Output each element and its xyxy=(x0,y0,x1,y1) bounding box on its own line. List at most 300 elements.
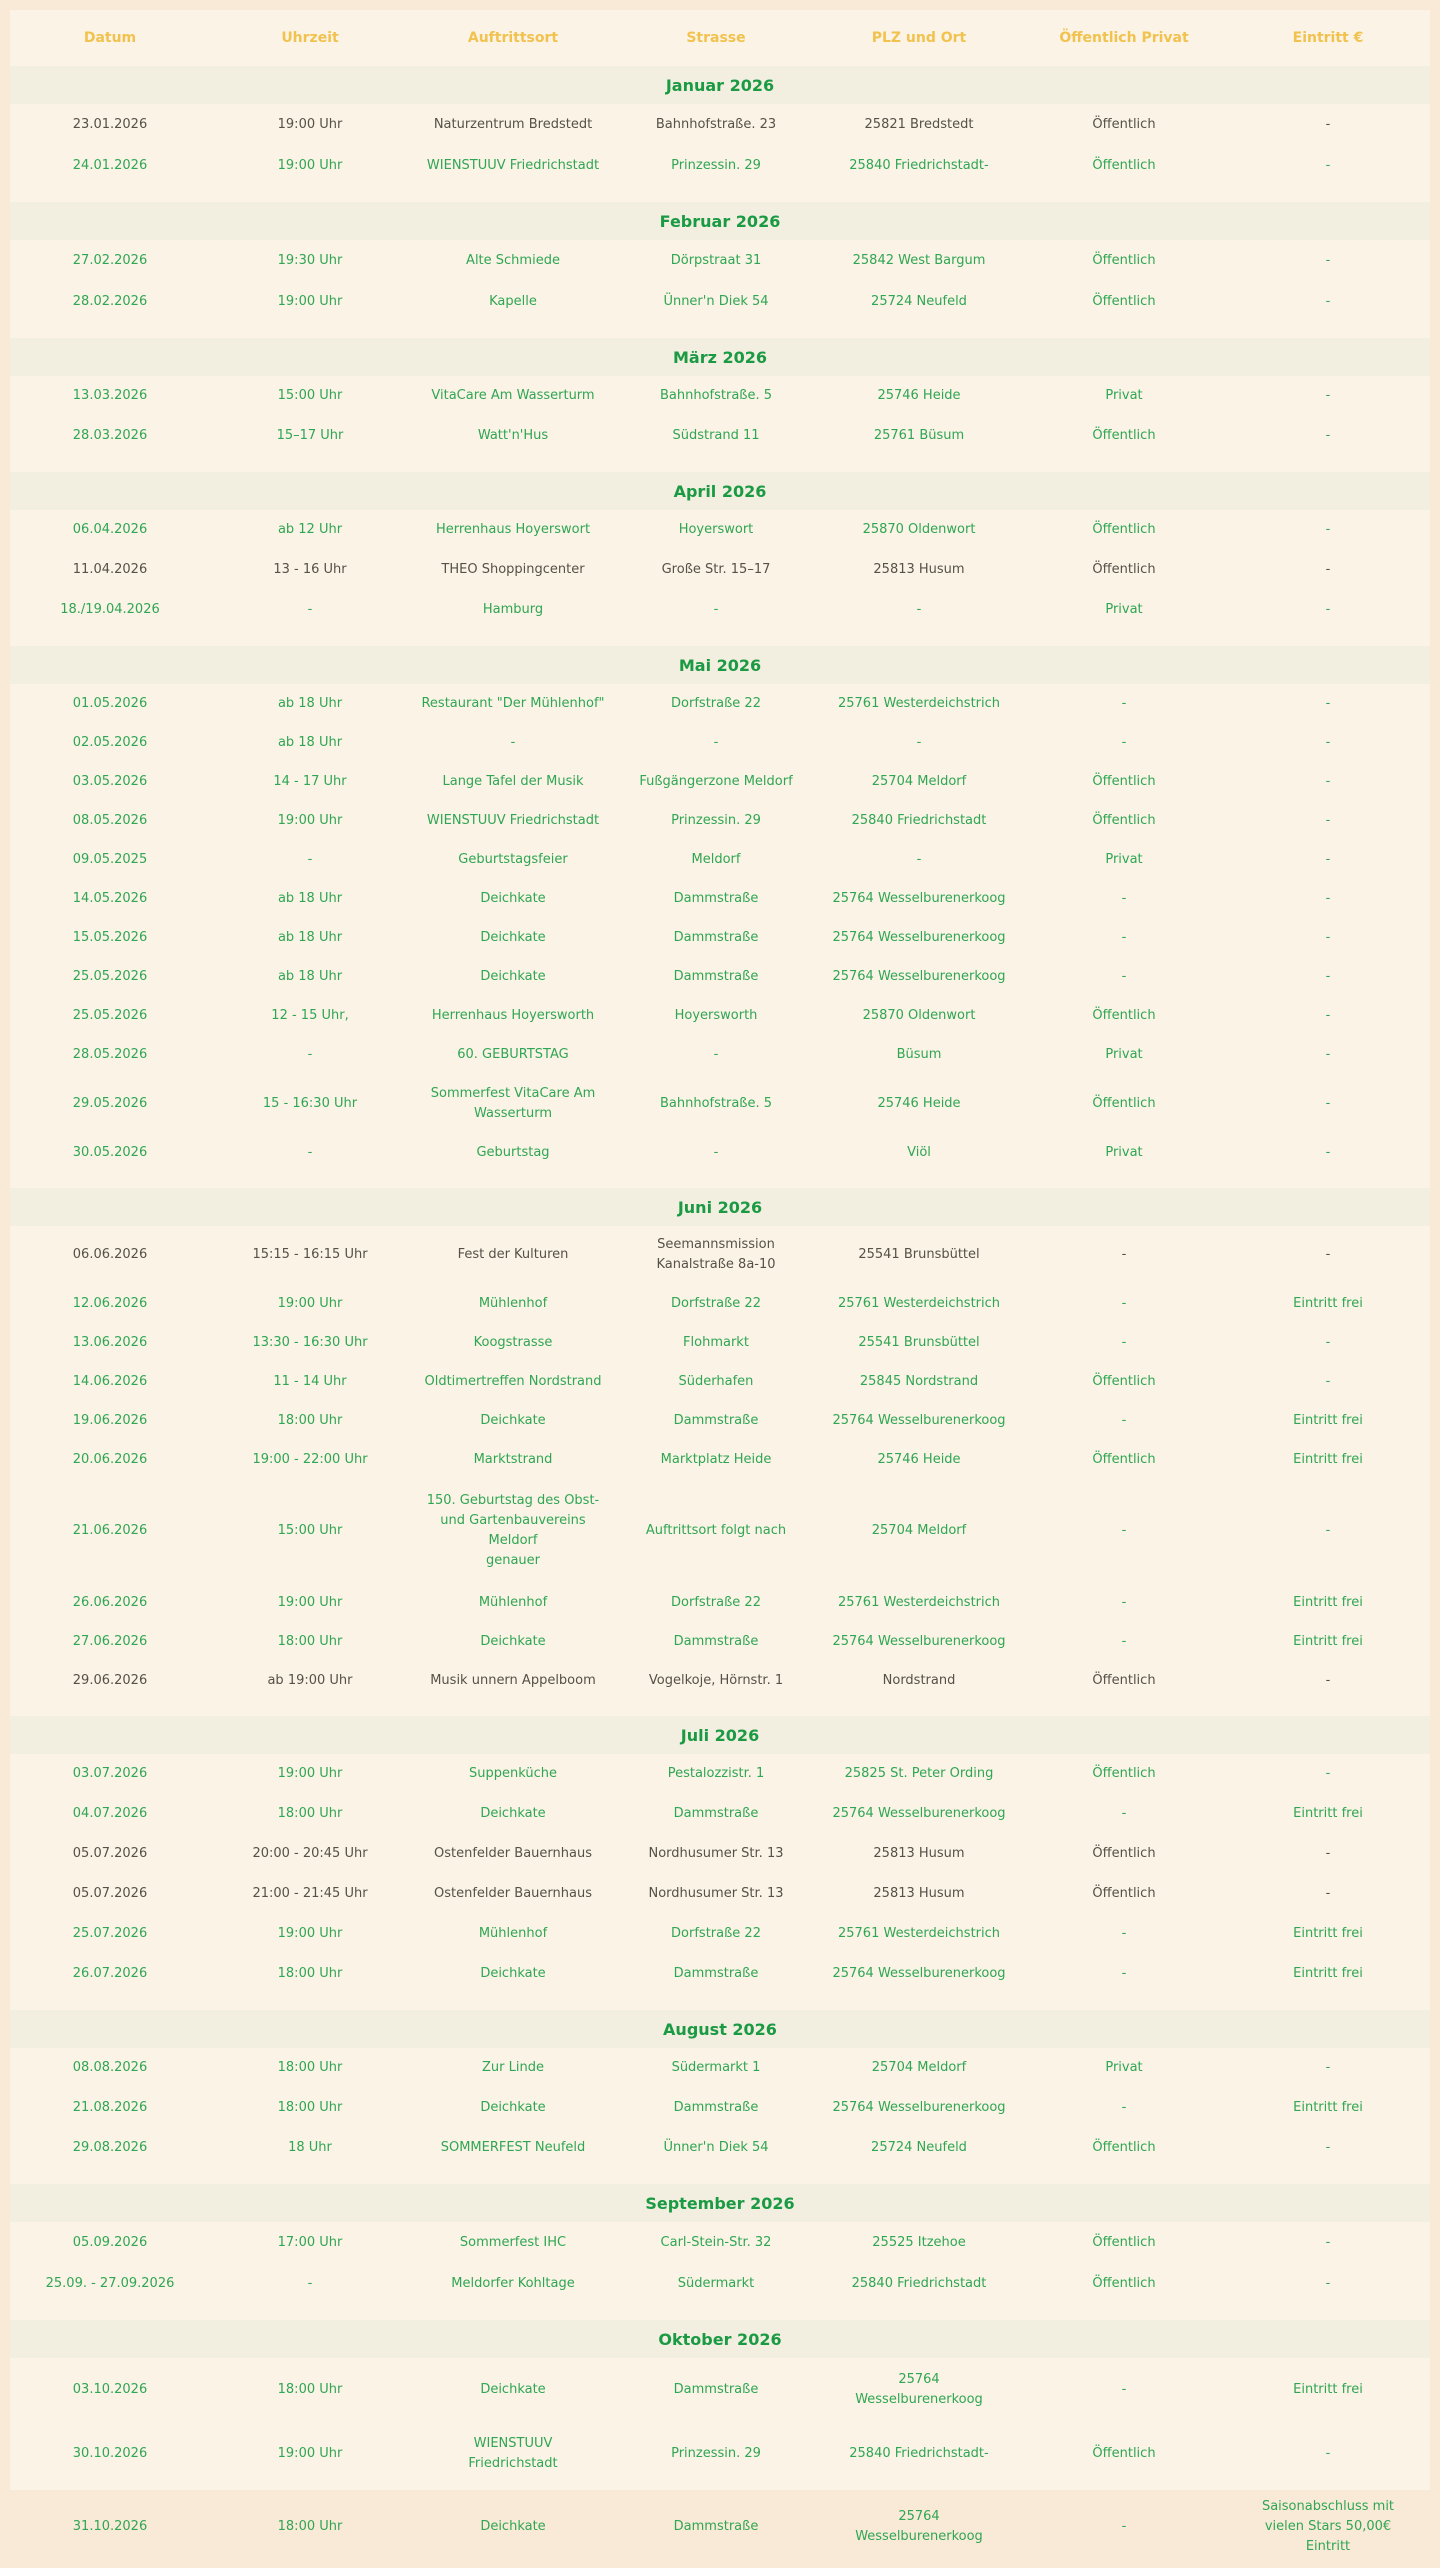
cell-datum: 21.08.2026 xyxy=(72,2100,148,2115)
cell-oeffentlich-privat: - xyxy=(1121,1523,1127,1538)
cell-eintritt: - xyxy=(1325,2275,1331,2291)
cell-uhrzeit: 13 - 16 Uhr xyxy=(273,562,347,577)
cell-plz-ort: 25761 Büsum xyxy=(873,428,965,443)
cell-datum: 14.05.2026 xyxy=(72,890,148,906)
cell-auftrittsort: Geburtstagsfeier xyxy=(458,851,568,867)
cell-oeffentlich-privat: Öffentlich xyxy=(1092,1007,1156,1023)
cell-uhrzeit: 18:00 Uhr xyxy=(277,2100,343,2115)
cell-plz-ort: 25840 Friedrichstadt- xyxy=(849,2446,989,2461)
cell-plz-ort: 25541 Brunsbüttel xyxy=(858,1247,980,1262)
cell-datum: 30.05.2026 xyxy=(72,1145,148,1160)
cell-plz-ort: 25764 Wesselburenerkoog xyxy=(832,929,1006,945)
cell-oeffentlich-privat: Öffentlich xyxy=(1092,1451,1156,1467)
header-plz-ort: PLZ und Ort xyxy=(871,30,967,46)
cell-plz-ort: 25840 Friedrichstadt- xyxy=(849,157,989,173)
cell-plz-ort: 25825 St. Peter Ording xyxy=(844,1766,994,1781)
cell-auftrittsort: - xyxy=(510,734,516,750)
cell-plz-ort: 25761 Westerdeichstrich xyxy=(837,695,1001,711)
cell-plz-ort: 25764 Wesselburenerkoog xyxy=(832,890,1006,906)
cell-strasse: Auftrittsort folgt nach xyxy=(645,1523,787,1538)
cell-uhrzeit: 19:00 Uhr xyxy=(277,812,343,828)
cell-auftrittsort: Geburtstag xyxy=(476,1145,550,1160)
cell-strasse: Bahnhofstraße. 23 xyxy=(655,116,777,132)
cell-datum: 20.06.2026 xyxy=(72,1451,148,1467)
cell-strasse: - xyxy=(713,1046,719,1062)
table-row xyxy=(10,1914,1430,1954)
cell-eintritt: - xyxy=(1325,116,1331,132)
cell-plz-ort: 25764 Wesselburenerkoog xyxy=(855,2509,983,2544)
cell-strasse: Dörpstraat 31 xyxy=(670,252,762,268)
cell-strasse: Prinzessin. 29 xyxy=(671,2446,761,2461)
cell-strasse: Flohmarkt xyxy=(683,1334,749,1350)
cell-uhrzeit: 18:00 Uhr xyxy=(277,1806,343,1821)
table-row xyxy=(10,281,1430,322)
cell-datum: 31.10.2026 xyxy=(72,2519,148,2534)
table-row xyxy=(10,590,1430,630)
cell-eintritt: - xyxy=(1325,252,1331,268)
table-row xyxy=(10,1661,1430,1700)
cell-strasse: - xyxy=(713,1145,719,1160)
cell-oeffentlich-privat: Öffentlich xyxy=(1092,2234,1156,2250)
cell-auftrittsort: WIENSTUUV Friedrichstadt xyxy=(426,157,600,173)
cell-uhrzeit: 18:00 Uhr xyxy=(277,1412,343,1428)
cell-auftrittsort: Meldorfer Kohltage xyxy=(451,2275,575,2291)
table-row xyxy=(10,1794,1430,1834)
cell-auftrittsort: Sommerfest IHC xyxy=(459,2234,567,2250)
cell-eintritt: - xyxy=(1325,1373,1331,1389)
cell-plz-ort: 25821 Bredstedt xyxy=(864,116,974,132)
table-row xyxy=(10,1622,1430,1661)
month-header: Februar 2026 xyxy=(10,202,1430,240)
cell-datum: 05.09.2026 xyxy=(72,2234,148,2250)
table-row xyxy=(10,996,1430,1035)
cell-eintritt: Eintritt frei xyxy=(1293,2100,1363,2115)
cell-auftrittsort: Zur Linde xyxy=(482,2060,544,2075)
table-row xyxy=(10,918,1430,957)
cell-plz-ort: 25746 Heide xyxy=(877,388,961,403)
cell-eintritt: Saisonabschluss mit vielen Stars 50,00€ Eintritt xyxy=(1261,2499,1395,2554)
cell-eintritt: - xyxy=(1325,1007,1331,1023)
cell-plz-ort: 25704 Meldorf xyxy=(871,773,967,789)
cell-uhrzeit: 15:15 - 16:15 Uhr xyxy=(252,1247,368,1262)
cell-oeffentlich-privat: - xyxy=(1121,1334,1127,1350)
table-body xyxy=(10,66,1430,2568)
cell-eintritt: Eintritt frei xyxy=(1293,1594,1363,1610)
table-header xyxy=(10,10,1430,66)
cell-uhrzeit: 19:00 Uhr xyxy=(277,293,343,309)
table-row xyxy=(10,1834,1430,1874)
cell-strasse: Dammstraße xyxy=(673,2382,759,2397)
cell-datum: 12.06.2026 xyxy=(72,1295,148,1311)
table-row xyxy=(10,801,1430,840)
cell-oeffentlich-privat: Privat xyxy=(1105,1145,1143,1160)
cell-plz-ort: 25764 Wesselburenerkoog xyxy=(832,1966,1006,1981)
cell-strasse: Carl-Stein-Str. 32 xyxy=(660,2234,772,2250)
cell-oeffentlich-privat: Öffentlich xyxy=(1092,428,1156,443)
cell-uhrzeit: ab 18 Uhr xyxy=(277,968,343,984)
table-row xyxy=(10,2263,1430,2304)
cell-auftrittsort: Oldtimertreffen Nordstrand xyxy=(424,1373,602,1389)
cell-plz-ort: 25764 Wesselburenerkoog xyxy=(832,2100,1006,2115)
table-row xyxy=(10,2048,1430,2088)
cell-uhrzeit: 18:00 Uhr xyxy=(277,2382,343,2397)
cell-plz-ort: 25764 Wesselburenerkoog xyxy=(832,1806,1006,1821)
table-row xyxy=(10,957,1430,996)
cell-eintritt: - xyxy=(1325,1247,1331,1262)
cell-strasse: Hoyersworth xyxy=(674,1007,758,1023)
cell-strasse: Dammstraße xyxy=(673,1412,759,1428)
cell-uhrzeit: 19:00 - 22:00 Uhr xyxy=(252,1451,368,1467)
cell-plz-ort: 25813 Husum xyxy=(873,1886,965,1901)
cell-uhrzeit: 17:00 Uhr xyxy=(277,2234,343,2250)
cell-strasse: Prinzessin. 29 xyxy=(671,812,761,828)
cell-auftrittsort: Mühlenhof xyxy=(478,1926,548,1941)
cell-eintritt: Eintritt frei xyxy=(1293,2382,1363,2397)
section-spacer xyxy=(10,2304,1430,2320)
cell-oeffentlich-privat: Öffentlich xyxy=(1092,252,1156,268)
cell-oeffentlich-privat: Privat xyxy=(1105,851,1143,867)
cell-datum: 25.05.2026 xyxy=(72,968,148,984)
cell-plz-ort: 25764 Wesselburenerkoog xyxy=(832,1633,1006,1649)
section-spacer xyxy=(10,186,1430,202)
cell-datum: 29.05.2026 xyxy=(72,1096,148,1111)
cell-plz-ort: 25764 Wesselburenerkoog xyxy=(832,1412,1006,1428)
cell-datum: 21.06.2026 xyxy=(72,1523,148,1538)
cell-strasse: Bahnhofstraße. 5 xyxy=(659,388,773,403)
section-spacer xyxy=(10,2168,1430,2184)
cell-strasse: Große Str. 15–17 xyxy=(661,562,771,577)
cell-strasse: Südermarkt 1 xyxy=(671,2060,761,2075)
cell-strasse: Ünner'n Diek 54 xyxy=(663,293,769,309)
cell-datum: 26.06.2026 xyxy=(72,1594,148,1610)
cell-datum: 28.03.2026 xyxy=(72,428,148,443)
cell-auftrittsort: Suppenküche xyxy=(469,1766,557,1781)
cell-strasse: Dorfstraße 22 xyxy=(671,1594,761,1610)
cell-oeffentlich-privat: Öffentlich xyxy=(1092,1846,1156,1861)
cell-eintritt: Eintritt frei xyxy=(1293,1412,1363,1428)
cell-uhrzeit: - xyxy=(307,851,313,867)
cell-uhrzeit: - xyxy=(307,2275,313,2291)
cell-plz-ort: 25746 Heide xyxy=(877,1096,961,1111)
cell-plz-ort: 25525 Itzehoe xyxy=(872,2234,966,2250)
table-row xyxy=(10,1284,1430,1323)
month-header: März 2026 xyxy=(10,338,1430,376)
cell-strasse: Südstrand 11 xyxy=(672,428,760,443)
cell-auftrittsort: Deichkate xyxy=(480,890,546,906)
cell-plz-ort: 25724 Neufeld xyxy=(871,293,967,309)
cell-oeffentlich-privat: Öffentlich xyxy=(1092,562,1156,577)
cell-strasse: Dorfstraße 22 xyxy=(671,1295,761,1311)
cell-oeffentlich-privat: Öffentlich xyxy=(1092,773,1156,789)
table-row xyxy=(10,2222,1430,2263)
cell-oeffentlich-privat: Öffentlich xyxy=(1092,1672,1156,1688)
cell-plz-ort: 25761 Westerdeichstrich xyxy=(837,1594,1001,1610)
cell-eintritt: - xyxy=(1325,602,1331,617)
cell-plz-ort: 25761 Westerdeichstrich xyxy=(837,1926,1001,1941)
events-page xyxy=(10,10,1430,2554)
cell-uhrzeit: 18:00 Uhr xyxy=(277,1966,343,1981)
cell-datum: 04.07.2026 xyxy=(72,1806,148,1821)
cell-oeffentlich-privat: Öffentlich xyxy=(1092,116,1156,132)
cell-eintritt: - xyxy=(1325,734,1331,750)
table-row xyxy=(10,2088,1430,2128)
cell-auftrittsort: Deichkate xyxy=(480,968,546,984)
table-row xyxy=(10,2486,1430,2568)
cell-datum: 08.05.2026 xyxy=(72,812,148,828)
table-row xyxy=(10,1074,1430,1134)
cell-auftrittsort: Deichkate xyxy=(480,2382,546,2397)
month-header: Mai 2026 xyxy=(10,646,1430,684)
cell-strasse: Dammstraße xyxy=(673,2519,759,2534)
cell-datum: 13.03.2026 xyxy=(72,388,148,403)
cell-plz-ort: 25840 Friedrichstadt xyxy=(851,2275,987,2291)
cell-eintritt: - xyxy=(1325,1886,1331,1901)
cell-oeffentlich-privat: Öffentlich xyxy=(1092,1096,1156,1111)
cell-datum: 26.07.2026 xyxy=(72,1966,148,1981)
cell-datum: 29.06.2026 xyxy=(72,1672,148,1688)
cell-uhrzeit: 19:30 Uhr xyxy=(277,252,343,268)
cell-eintritt: - xyxy=(1325,2060,1331,2075)
cell-eintritt: - xyxy=(1325,1046,1331,1062)
cell-auftrittsort: Hamburg xyxy=(482,602,544,617)
cell-oeffentlich-privat: Öffentlich xyxy=(1092,1766,1156,1781)
cell-eintritt: - xyxy=(1325,1766,1331,1781)
cell-auftrittsort: Koogstrasse xyxy=(473,1334,553,1350)
cell-oeffentlich-privat: Öffentlich xyxy=(1092,157,1156,173)
cell-plz-ort: 25761 Westerdeichstrich xyxy=(837,1295,1001,1311)
cell-auftrittsort: Deichkate xyxy=(480,1966,546,1981)
cell-uhrzeit: 19:00 Uhr xyxy=(277,1766,343,1781)
cell-uhrzeit: 18:00 Uhr xyxy=(277,2519,343,2534)
cell-eintritt: Eintritt frei xyxy=(1293,1926,1363,1941)
cell-auftrittsort: 150. Geburtstag des Obst- und Gartenbauvereins Meldorf genauer xyxy=(426,1493,600,1568)
cell-plz-ort: 25746 Heide xyxy=(877,1451,961,1467)
cell-auftrittsort: WIENSTUUV Friedrichstadt xyxy=(468,2436,558,2471)
cell-eintritt: - xyxy=(1325,968,1331,984)
table-row xyxy=(10,1440,1430,1479)
cell-eintritt: - xyxy=(1325,773,1331,789)
cell-datum: 03.07.2026 xyxy=(72,1766,148,1781)
section-spacer xyxy=(10,630,1430,646)
cell-auftrittsort: Deichkate xyxy=(480,1806,546,1821)
cell-eintritt: - xyxy=(1325,293,1331,309)
cell-datum: 30.10.2026 xyxy=(72,2446,148,2461)
cell-datum: 11.04.2026 xyxy=(72,562,148,577)
cell-strasse: Dammstraße xyxy=(673,1806,759,1821)
cell-eintritt: - xyxy=(1325,890,1331,906)
cell-oeffentlich-privat: - xyxy=(1121,1966,1127,1981)
cell-datum: 14.06.2026 xyxy=(72,1373,148,1389)
table-row xyxy=(10,510,1430,550)
table-row xyxy=(10,2422,1430,2486)
cell-plz-ort: 25840 Friedrichstadt xyxy=(851,812,987,828)
table-row xyxy=(10,1226,1430,1284)
cell-datum: 13.06.2026 xyxy=(72,1334,148,1350)
cell-uhrzeit: 19:00 Uhr xyxy=(277,1926,343,1941)
cell-oeffentlich-privat: - xyxy=(1121,1926,1127,1941)
header-auftrittsort: Auftrittsort xyxy=(467,30,559,46)
cell-auftrittsort: Mühlenhof xyxy=(478,1295,548,1311)
cell-uhrzeit: 15–17 Uhr xyxy=(276,428,344,443)
cell-strasse: Dammstraße xyxy=(673,1633,759,1649)
cell-oeffentlich-privat: Öffentlich xyxy=(1092,2140,1156,2155)
section-spacer xyxy=(10,322,1430,338)
cell-oeffentlich-privat: Privat xyxy=(1105,1046,1143,1062)
cell-strasse: Pestalozzistr. 1 xyxy=(667,1766,765,1781)
header-strasse: Strasse xyxy=(686,30,746,46)
header-oeffentlich-privat: Öffentlich Privat xyxy=(1059,30,1189,46)
cell-uhrzeit: 11 - 14 Uhr xyxy=(273,1373,347,1389)
month-header: September 2026 xyxy=(10,2184,1430,2222)
cell-datum: 24.01.2026 xyxy=(72,157,148,173)
cell-oeffentlich-privat: - xyxy=(1121,1295,1127,1311)
cell-oeffentlich-privat: Öffentlich xyxy=(1092,522,1156,537)
cell-auftrittsort: Kapelle xyxy=(489,293,537,309)
table-row xyxy=(10,762,1430,801)
cell-auftrittsort: Herrenhaus Hoyerswort xyxy=(435,522,591,537)
cell-auftrittsort: VitaCare Am Wasserturm xyxy=(431,388,595,403)
cell-strasse: Dammstraße xyxy=(673,968,759,984)
table-row xyxy=(10,1323,1430,1362)
cell-strasse: Dammstraße xyxy=(673,929,759,945)
cell-eintritt: - xyxy=(1325,522,1331,537)
table-row xyxy=(10,1035,1430,1074)
cell-strasse: Dammstraße xyxy=(673,2100,759,2115)
cell-datum: 29.08.2026 xyxy=(72,2140,148,2155)
cell-auftrittsort: WIENSTUUV Friedrichstadt xyxy=(426,812,600,828)
cell-auftrittsort: Deichkate xyxy=(480,2519,546,2534)
table-row xyxy=(10,1479,1430,1583)
cell-plz-ort: Büsum xyxy=(896,1046,942,1062)
cell-eintritt: - xyxy=(1325,1096,1331,1111)
table-row xyxy=(10,376,1430,416)
cell-datum: 25.05.2026 xyxy=(72,1007,148,1023)
cell-auftrittsort: Deichkate xyxy=(480,1633,546,1649)
cell-plz-ort: Nordstrand xyxy=(882,1672,956,1688)
cell-uhrzeit: 18:00 Uhr xyxy=(277,1633,343,1649)
cell-datum: 19.06.2026 xyxy=(72,1412,148,1428)
cell-uhrzeit: - xyxy=(307,1145,313,1160)
cell-auftrittsort: Naturzentrum Bredstedt xyxy=(433,116,593,132)
cell-oeffentlich-privat: Öffentlich xyxy=(1092,293,1156,309)
cell-datum: 05.07.2026 xyxy=(72,1846,148,1861)
month-header: April 2026 xyxy=(10,472,1430,510)
cell-plz-ort: 25870 Oldenwort xyxy=(862,1007,976,1023)
cell-oeffentlich-privat: Öffentlich xyxy=(1092,2275,1156,2291)
cell-plz-ort: 25541 Brunsbüttel xyxy=(858,1334,980,1350)
table-row xyxy=(10,1754,1430,1794)
cell-oeffentlich-privat: - xyxy=(1121,1806,1127,1821)
cell-strasse: Vogelkoje, Hörnstr. 1 xyxy=(648,1672,784,1688)
header-uhrzeit: Uhrzeit xyxy=(281,30,339,46)
cell-auftrittsort: Ostenfelder Bauernhaus xyxy=(434,1886,592,1901)
cell-datum: 28.02.2026 xyxy=(72,293,148,309)
cell-strasse: Seemannsmission Kanalstraße 8a-10 xyxy=(656,1237,776,1272)
cell-auftrittsort: Herrenhaus Hoyersworth xyxy=(431,1007,595,1023)
table-row xyxy=(10,2128,1430,2168)
cell-plz-ort: 25813 Husum xyxy=(873,562,965,577)
table-row xyxy=(10,684,1430,723)
cell-uhrzeit: 12 - 15 Uhr, xyxy=(271,1007,349,1023)
cell-strasse: - xyxy=(713,734,719,750)
header-datum: Datum xyxy=(83,30,137,46)
cell-auftrittsort: Deichkate xyxy=(480,929,546,945)
cell-eintritt: - xyxy=(1325,851,1331,867)
cell-auftrittsort: Lange Tafel der Musik xyxy=(442,773,584,789)
table-row xyxy=(10,2358,1430,2422)
cell-datum: 02.05.2026 xyxy=(72,734,148,750)
cell-uhrzeit: 19:00 Uhr xyxy=(277,2446,343,2461)
cell-eintritt: - xyxy=(1325,1523,1331,1538)
cell-auftrittsort: Musik unnern Appelboom xyxy=(430,1672,596,1688)
cell-plz-ort: - xyxy=(916,851,922,867)
table-row xyxy=(10,1583,1430,1622)
table-row xyxy=(10,550,1430,590)
cell-oeffentlich-privat: - xyxy=(1121,1247,1127,1262)
cell-eintritt: - xyxy=(1325,1846,1331,1861)
cell-plz-ort: 25870 Oldenwort xyxy=(862,522,976,537)
table-row xyxy=(10,240,1430,281)
cell-strasse: Marktplatz Heide xyxy=(660,1451,772,1467)
cell-uhrzeit: ab 18 Uhr xyxy=(277,734,343,750)
cell-auftrittsort: Fest der Kulturen xyxy=(457,1247,569,1262)
cell-eintritt: Eintritt frei xyxy=(1293,1633,1363,1649)
cell-uhrzeit: - xyxy=(307,602,313,617)
cell-auftrittsort: SOMMERFEST Neufeld xyxy=(440,2140,586,2155)
cell-uhrzeit: 15:00 Uhr xyxy=(277,388,343,403)
cell-plz-ort: 25764 Wesselburenerkoog xyxy=(855,2372,983,2407)
cell-auftrittsort: Deichkate xyxy=(480,1412,546,1428)
cell-datum: 15.05.2026 xyxy=(72,929,148,945)
cell-uhrzeit: 13:30 - 16:30 Uhr xyxy=(252,1334,368,1350)
cell-uhrzeit: 18 Uhr xyxy=(288,2140,332,2155)
cell-plz-ort: 25764 Wesselburenerkoog xyxy=(832,968,1006,984)
cell-uhrzeit: ab 12 Uhr xyxy=(277,522,343,537)
cell-plz-ort: 25724 Neufeld xyxy=(871,2140,967,2155)
cell-oeffentlich-privat: - xyxy=(1121,734,1127,750)
cell-oeffentlich-privat: - xyxy=(1121,968,1127,984)
cell-eintritt: - xyxy=(1325,2446,1331,2461)
cell-uhrzeit: 19:00 Uhr xyxy=(277,1594,343,1610)
cell-plz-ort: - xyxy=(916,734,922,750)
cell-datum: 08.08.2026 xyxy=(72,2060,148,2075)
table-row xyxy=(10,840,1430,879)
cell-auftrittsort: Marktstrand xyxy=(473,1451,553,1467)
table-row xyxy=(10,416,1430,456)
cell-oeffentlich-privat: - xyxy=(1121,1412,1127,1428)
cell-plz-ort: 25813 Husum xyxy=(873,1846,965,1861)
cell-uhrzeit: ab 18 Uhr xyxy=(277,929,343,945)
table-row xyxy=(10,1401,1430,1440)
cell-datum: 25.07.2026 xyxy=(72,1926,148,1941)
table-row xyxy=(10,1954,1430,1994)
cell-auftrittsort: Mühlenhof xyxy=(478,1594,548,1610)
cell-auftrittsort: 60. GEBURTSTAG xyxy=(457,1046,569,1062)
cell-oeffentlich-privat: - xyxy=(1121,1594,1127,1610)
cell-uhrzeit: 15:00 Uhr xyxy=(277,1523,343,1538)
month-header: Oktober 2026 xyxy=(10,2320,1430,2358)
cell-plz-ort: 25704 Meldorf xyxy=(871,1523,967,1538)
cell-strasse: Dorfstraße 22 xyxy=(671,695,761,711)
cell-datum: 01.05.2026 xyxy=(72,695,148,711)
table-row xyxy=(10,1874,1430,1914)
cell-datum: 09.05.2025 xyxy=(72,851,148,867)
section-spacer xyxy=(10,1172,1430,1188)
cell-eintritt: Eintritt frei xyxy=(1293,1806,1363,1821)
table-row xyxy=(10,879,1430,918)
cell-plz-ort: 25845 Nordstrand xyxy=(859,1373,979,1389)
cell-eintritt: Eintritt frei xyxy=(1293,1295,1363,1311)
